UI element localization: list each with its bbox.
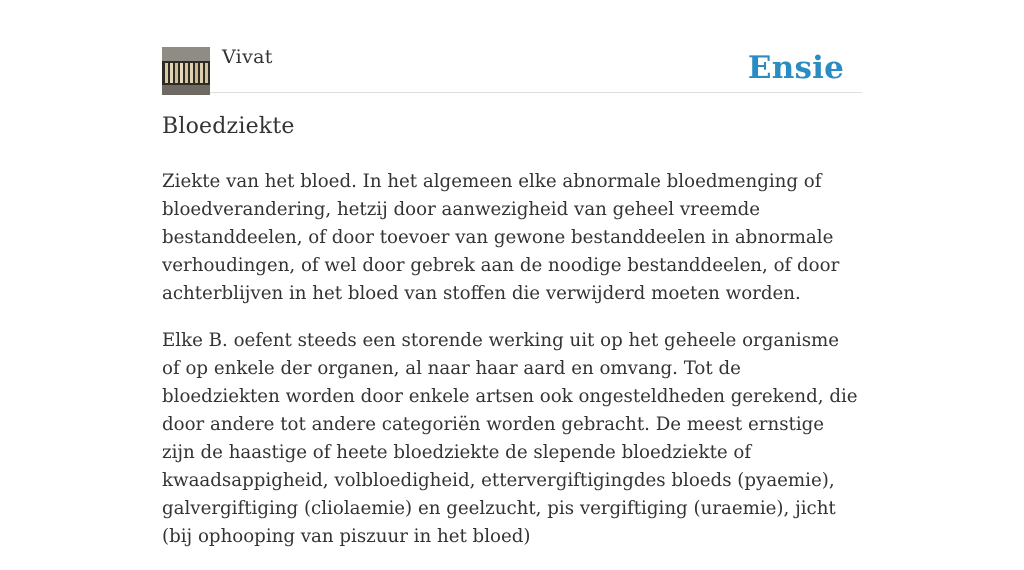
author-name[interactable]: Vivat [222, 46, 273, 68]
site-header [162, 46, 862, 93]
author-avatar[interactable] [162, 47, 210, 95]
page-title: Bloedziekte [162, 114, 295, 139]
article-body [162, 168, 862, 570]
paragraph: Ziekte van het bloed. In het algemeen elke abnormale bloedmenging of bloedverandering, hetzij door aanwezigheid van geheel vreemde bestanddeelen, of door toevoer van gewone bestanddeelen in abnormale verhoudingen, of wel door gebrek aan de noodige bestanddeelen, of door achterblijven in het bloed van stoffen die verwijderd moeten worden. [162, 171, 840, 304]
site-logo[interactable]: Ensie [747, 50, 844, 86]
avatar-image [162, 47, 210, 95]
paragraph: Elke B. oefent steeds een storende werking uit op het geheele organisme of op enkele der organen, al naar haar aard en omvang. Tot de bloedziekten worden door enkele artsen ook ongesteldheden gerekend, die door andere tot andere categoriën worden gebracht. De meest ernstige zijn de haastige of heete bloedziekte de slepende bloedziekte of kwaadsappigheid, volbloedigheid, ettervergiftigingdes bloeds (pyaemie), galvergiftiging (cliolaemie) en geelzucht, pis vergiftiging (uraemie), jicht (bij ophooping van piszuur in het bloed) [162, 330, 858, 547]
